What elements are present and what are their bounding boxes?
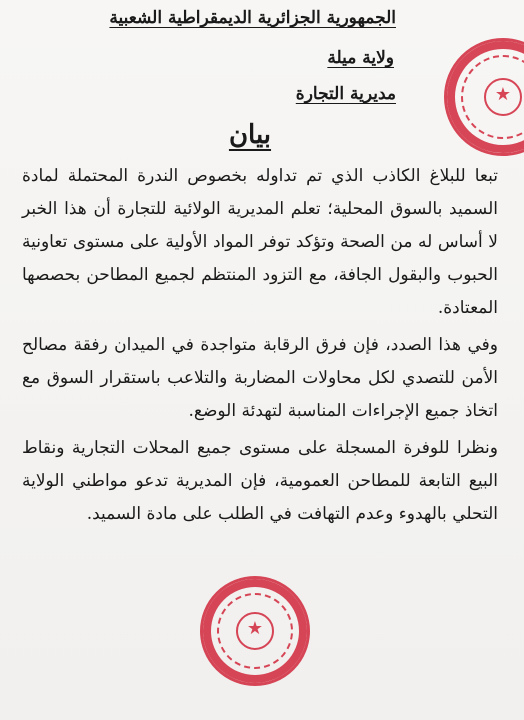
republic-name: الجمهورية الجزائرية الديمقراطية الشعبية: [109, 8, 396, 28]
paragraph-2: وفي هذا الصدد، فإن فرق الرقابة متواجدة في الميدان رفقة مصالح الأمن للتصدي لكل محاولات المضاربة والتلاعب باستقرار السوق مع اتخاذ جميع الإجراءات المناسبة لتهدئة الوضع.: [22, 335, 498, 421]
official-stamp-icon: [200, 576, 310, 686]
republic-header: [109, 8, 396, 28]
directorate-name: مديرية التجارة: [295, 84, 396, 104]
wilaya-name: ولاية ميلة: [327, 48, 394, 68]
statement-body: [22, 160, 498, 535]
paragraph-1: تبعا للبلاغ الكاذب الذي تم تداوله بخصوص الندرة المحتملة لمادة السميد بالسوق المحلية؛ تعلم المديرية الولائية للتجارة أن هذا الخبر لا أساس له من الصحة وتؤكد توفر المواد الأولية على مستوى تعاونية الحبوب والبقول الجافة، مع التزود المنتظم لجميع المطاحن بحصصها المعتادة.: [22, 166, 498, 318]
paragraph-3: ونظرا للوفرة المسجلة على مستوى جميع المحلات التجارية ونقاط البيع التابعة للمطاحن العمومية، فإن المديرية تدعو مواطني الولاية التحلي بالهدوء وعدم التهافت في الطلب على مادة السميد.: [22, 438, 498, 524]
statement-title: بيان: [228, 120, 272, 150]
